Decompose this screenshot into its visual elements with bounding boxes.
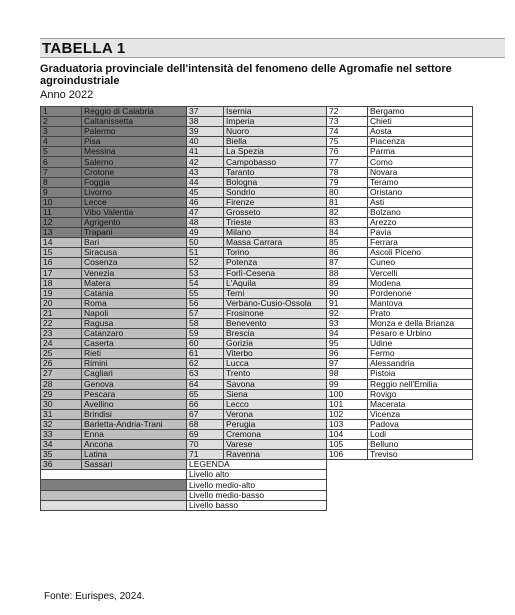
legend-swatch	[41, 480, 187, 490]
province-cell: Ascoli Piceno	[368, 248, 473, 258]
table-row	[41, 248, 473, 258]
province-cell: Sassari	[82, 460, 187, 470]
province-cell: Isernia	[224, 107, 327, 117]
table-row	[41, 318, 473, 328]
rank-cell: 55	[187, 288, 224, 298]
table-label-bar	[40, 38, 505, 58]
province-cell: Verbano-Cusio-Ossola	[224, 298, 327, 308]
province-cell: Brindisi	[82, 409, 187, 419]
province-cell: Ancona	[82, 440, 187, 450]
rank-cell: 38	[187, 117, 224, 127]
rank-cell: 91	[327, 298, 368, 308]
table-row	[41, 298, 473, 308]
province-cell: Caserta	[82, 339, 187, 349]
province-cell: Avellino	[82, 399, 187, 409]
rank-cell: 35	[41, 450, 82, 460]
rank-cell: 96	[327, 349, 368, 359]
rank-cell: 18	[41, 278, 82, 288]
legend-label: Livello basso	[187, 500, 327, 510]
province-cell: Varese	[224, 440, 327, 450]
province-cell: Biella	[224, 137, 327, 147]
rank-cell: 77	[327, 157, 368, 167]
province-cell: Vicenza	[368, 409, 473, 419]
table-row	[41, 399, 473, 409]
province-cell: Lodi	[368, 430, 473, 440]
province-cell: Gorizia	[224, 339, 327, 349]
table-row	[41, 278, 473, 288]
rank-cell: 39	[187, 127, 224, 137]
province-cell: Lecco	[224, 399, 327, 409]
source-note: Fonte: Eurispes, 2024.	[44, 591, 145, 602]
table-row	[41, 359, 473, 369]
table-row	[41, 137, 473, 147]
province-cell: Caltanissetta	[82, 117, 187, 127]
province-cell: Oristano	[368, 187, 473, 197]
province-cell: Pesaro e Urbino	[368, 329, 473, 339]
province-cell: Pistoia	[368, 369, 473, 379]
province-cell: Teramo	[368, 177, 473, 187]
province-cell: Alessandria	[368, 359, 473, 369]
province-cell: Agrigento	[82, 218, 187, 228]
table-row	[41, 379, 473, 389]
rank-cell: 83	[327, 218, 368, 228]
province-cell: Bari	[82, 238, 187, 248]
province-cell: Chieti	[368, 117, 473, 127]
rank-cell: 26	[41, 359, 82, 369]
province-cell: Reggio di Calabria	[82, 107, 187, 117]
province-cell: Prato	[368, 308, 473, 318]
rank-cell: 79	[327, 177, 368, 187]
rank-cell: 21	[41, 308, 82, 318]
rank-cell: 106	[327, 450, 368, 460]
province-cell: Palermo	[82, 127, 187, 137]
province-cell: Verona	[224, 409, 327, 419]
province-cell: Savona	[224, 379, 327, 389]
province-cell: Potenza	[224, 258, 327, 268]
rank-cell: 7	[41, 167, 82, 177]
table-row	[41, 207, 473, 217]
table-row	[41, 329, 473, 339]
province-cell: Monza e della Brianza	[368, 318, 473, 328]
rank-cell: 25	[41, 349, 82, 359]
rank-cell: 92	[327, 308, 368, 318]
province-cell: Belluno	[368, 440, 473, 450]
table-row	[41, 157, 473, 167]
rank-cell: 100	[327, 389, 368, 399]
rank-cell: 27	[41, 369, 82, 379]
legend-title: LEGENDA	[187, 460, 327, 470]
rank-cell: 40	[187, 137, 224, 147]
table-row	[41, 419, 473, 429]
rank-cell: 11	[41, 207, 82, 217]
province-cell: Udine	[368, 339, 473, 349]
province-cell: Mantova	[368, 298, 473, 308]
table-row	[41, 369, 473, 379]
table-row	[41, 228, 473, 238]
rank-cell: 36	[41, 460, 82, 470]
rank-cell: 5	[41, 147, 82, 157]
rank-cell: 104	[327, 430, 368, 440]
rank-cell: 65	[187, 389, 224, 399]
rank-cell: 76	[327, 147, 368, 157]
province-cell: Piacenza	[368, 137, 473, 147]
province-cell: Catania	[82, 288, 187, 298]
province-cell: Roma	[82, 298, 187, 308]
province-cell: Frosinone	[224, 308, 327, 318]
table-row	[41, 339, 473, 349]
province-cell: La Spezia	[224, 147, 327, 157]
province-cell: Ragusa	[82, 318, 187, 328]
rank-cell: 78	[327, 167, 368, 177]
rank-cell: 98	[327, 369, 368, 379]
table-row	[41, 440, 473, 450]
rank-cell: 56	[187, 298, 224, 308]
rank-cell: 52	[187, 258, 224, 268]
province-cell: Asti	[368, 197, 473, 207]
rank-cell: 60	[187, 339, 224, 349]
table-row	[41, 460, 473, 470]
rank-cell: 62	[187, 359, 224, 369]
province-cell: Novara	[368, 167, 473, 177]
rank-cell: 61	[187, 349, 224, 359]
rank-cell: 8	[41, 177, 82, 187]
province-cell: Massa Carrara	[224, 238, 327, 248]
rank-cell: 16	[41, 258, 82, 268]
rank-cell: 73	[327, 117, 368, 127]
province-cell: Arezzo	[368, 218, 473, 228]
rank-cell: 74	[327, 127, 368, 137]
rank-cell: 13	[41, 228, 82, 238]
province-cell: Pescara	[82, 389, 187, 399]
document-title: Graduatoria provinciale dell'intensità del fenomeno delle Agromafie nel settore agroindustriale	[40, 63, 452, 87]
rank-cell: 86	[327, 248, 368, 258]
rank-cell: 71	[187, 450, 224, 460]
province-cell: Rovigo	[368, 389, 473, 399]
rank-cell: 103	[327, 419, 368, 429]
province-cell: Macerata	[368, 399, 473, 409]
rank-cell: 34	[41, 440, 82, 450]
rank-cell: 51	[187, 248, 224, 258]
province-cell: Messina	[82, 147, 187, 157]
province-cell: Perugia	[224, 419, 327, 429]
province-cell: Enna	[82, 430, 187, 440]
rank-cell: 105	[327, 440, 368, 450]
rank-cell: 31	[41, 409, 82, 419]
province-cell: Bolzano	[368, 207, 473, 217]
rank-cell: 6	[41, 157, 82, 167]
legend-spacer	[41, 470, 187, 480]
province-cell: Sondrio	[224, 187, 327, 197]
table-row	[41, 389, 473, 399]
province-cell: Aosta	[368, 127, 473, 137]
rank-cell: 45	[187, 187, 224, 197]
province-cell: Bologna	[224, 177, 327, 187]
rank-cell: 15	[41, 248, 82, 258]
legend-label: Livello alto	[187, 470, 327, 480]
province-cell: Bergamo	[368, 107, 473, 117]
table-row	[41, 218, 473, 228]
province-cell: Pordenone	[368, 288, 473, 298]
rank-cell: 42	[187, 157, 224, 167]
rank-cell: 95	[327, 339, 368, 349]
rank-cell: 89	[327, 278, 368, 288]
rank-cell: 20	[41, 298, 82, 308]
rank-cell: 102	[327, 409, 368, 419]
rank-cell: 101	[327, 399, 368, 409]
rank-cell: 57	[187, 308, 224, 318]
table-row	[41, 268, 473, 278]
table-row	[41, 490, 473, 500]
province-cell: Siena	[224, 389, 327, 399]
table-row	[41, 127, 473, 137]
rank-cell: 48	[187, 218, 224, 228]
province-cell: Forlì-Cesena	[224, 268, 327, 278]
table-row	[41, 167, 473, 177]
province-cell: L'Aquila	[224, 278, 327, 288]
province-cell: Napoli	[82, 308, 187, 318]
province-cell: Salerno	[82, 157, 187, 167]
rank-cell: 69	[187, 430, 224, 440]
province-cell: Ferrara	[368, 238, 473, 248]
rank-cell: 33	[41, 430, 82, 440]
province-cell: Benevento	[224, 318, 327, 328]
rank-cell: 53	[187, 268, 224, 278]
legend-label: Livello medio-alto	[187, 480, 327, 490]
rank-cell: 67	[187, 409, 224, 419]
rank-cell: 70	[187, 440, 224, 450]
province-cell: Terni	[224, 288, 327, 298]
table-row	[41, 349, 473, 359]
rank-cell: 93	[327, 318, 368, 328]
rank-cell: 37	[187, 107, 224, 117]
province-cell: Cremona	[224, 430, 327, 440]
table-row	[41, 177, 473, 187]
province-cell: Treviso	[368, 450, 473, 460]
table-row	[41, 450, 473, 460]
rank-cell: 23	[41, 329, 82, 339]
province-cell: Como	[368, 157, 473, 167]
rank-cell: 66	[187, 399, 224, 409]
table-row	[41, 258, 473, 268]
province-cell: Brescia	[224, 329, 327, 339]
province-cell: Ravenna	[224, 450, 327, 460]
province-cell: Genova	[82, 379, 187, 389]
province-cell: Lucca	[224, 359, 327, 369]
rank-cell: 54	[187, 278, 224, 288]
rank-cell: 58	[187, 318, 224, 328]
province-cell: Vibo Valentia	[82, 207, 187, 217]
province-cell: Cuneo	[368, 258, 473, 268]
province-cell: Siracusa	[82, 248, 187, 258]
rank-cell: 90	[327, 288, 368, 298]
rank-cell: 24	[41, 339, 82, 349]
table-row	[41, 480, 473, 490]
table-row	[41, 147, 473, 157]
table-row	[41, 288, 473, 298]
province-cell: Modena	[368, 278, 473, 288]
province-cell: Trapani	[82, 228, 187, 238]
rank-cell: 1	[41, 107, 82, 117]
province-cell: Catanzaro	[82, 329, 187, 339]
province-cell: Lecce	[82, 197, 187, 207]
rank-cell: 64	[187, 379, 224, 389]
province-cell: Torino	[224, 248, 327, 258]
rank-cell: 44	[187, 177, 224, 187]
rank-cell: 4	[41, 137, 82, 147]
legend-swatch	[41, 500, 187, 510]
table-row	[41, 500, 473, 510]
ranking-table	[40, 106, 473, 511]
province-cell: Rimini	[82, 359, 187, 369]
ranking-table-body	[41, 107, 473, 511]
rank-cell: 97	[327, 359, 368, 369]
rank-cell: 17	[41, 268, 82, 278]
rank-cell: 28	[41, 379, 82, 389]
table-label: TABELLA 1	[42, 40, 126, 57]
rank-cell: 41	[187, 147, 224, 157]
province-cell: Imperia	[224, 117, 327, 127]
province-cell: Cosenza	[82, 258, 187, 268]
province-cell: Vercelli	[368, 268, 473, 278]
rank-cell: 12	[41, 218, 82, 228]
rank-cell: 49	[187, 228, 224, 238]
province-cell: Rieti	[82, 349, 187, 359]
province-cell: Trento	[224, 369, 327, 379]
province-cell: Latina	[82, 450, 187, 460]
rank-cell: 99	[327, 379, 368, 389]
province-cell: Foggia	[82, 177, 187, 187]
province-cell: Grosseto	[224, 207, 327, 217]
province-cell: Venezia	[82, 268, 187, 278]
rank-cell: 46	[187, 197, 224, 207]
rank-cell: 2	[41, 117, 82, 127]
rank-cell: 22	[41, 318, 82, 328]
rank-cell: 82	[327, 207, 368, 217]
rank-cell: 75	[327, 137, 368, 147]
rank-cell: 72	[327, 107, 368, 117]
province-cell: Firenze	[224, 197, 327, 207]
rank-cell: 81	[327, 197, 368, 207]
rank-cell: 30	[41, 399, 82, 409]
province-cell: Pavia	[368, 228, 473, 238]
rank-cell: 88	[327, 268, 368, 278]
table-row	[41, 430, 473, 440]
table-row	[41, 238, 473, 248]
year-label: Anno 2022	[40, 89, 94, 101]
table-row	[41, 409, 473, 419]
table-row	[41, 107, 473, 117]
table-row	[41, 197, 473, 207]
rank-cell: 50	[187, 238, 224, 248]
province-cell: Padova	[368, 419, 473, 429]
rank-cell: 59	[187, 329, 224, 339]
legend-label: Livello medio-basso	[187, 490, 327, 500]
rank-cell: 9	[41, 187, 82, 197]
province-cell: Fermo	[368, 349, 473, 359]
rank-cell: 87	[327, 258, 368, 268]
province-cell: Parma	[368, 147, 473, 157]
rank-cell: 43	[187, 167, 224, 177]
rank-cell: 19	[41, 288, 82, 298]
rank-cell: 63	[187, 369, 224, 379]
rank-cell: 85	[327, 238, 368, 248]
province-cell: Trieste	[224, 218, 327, 228]
province-cell: Taranto	[224, 167, 327, 177]
province-cell: Pisa	[82, 137, 187, 147]
rank-cell: 32	[41, 419, 82, 429]
rank-cell: 10	[41, 197, 82, 207]
province-cell: Reggio nell'Emilia	[368, 379, 473, 389]
rank-cell: 84	[327, 228, 368, 238]
province-cell: Campobasso	[224, 157, 327, 167]
province-cell: Milano	[224, 228, 327, 238]
rank-cell: 29	[41, 389, 82, 399]
table-row	[41, 470, 473, 480]
rank-cell: 14	[41, 238, 82, 248]
province-cell: Nuoro	[224, 127, 327, 137]
rank-cell: 3	[41, 127, 82, 137]
province-cell: Livorno	[82, 187, 187, 197]
table-row	[41, 117, 473, 127]
legend-swatch	[41, 490, 187, 500]
province-cell: Cagliari	[82, 369, 187, 379]
rank-cell: 68	[187, 419, 224, 429]
rank-cell: 80	[327, 187, 368, 197]
province-cell: Barletta-Andria-Trani	[82, 419, 187, 429]
province-cell: Crotone	[82, 167, 187, 177]
province-cell: Viterbo	[224, 349, 327, 359]
table-row	[41, 308, 473, 318]
province-cell: Matera	[82, 278, 187, 288]
table-row	[41, 187, 473, 197]
rank-cell: 47	[187, 207, 224, 217]
rank-cell: 94	[327, 329, 368, 339]
